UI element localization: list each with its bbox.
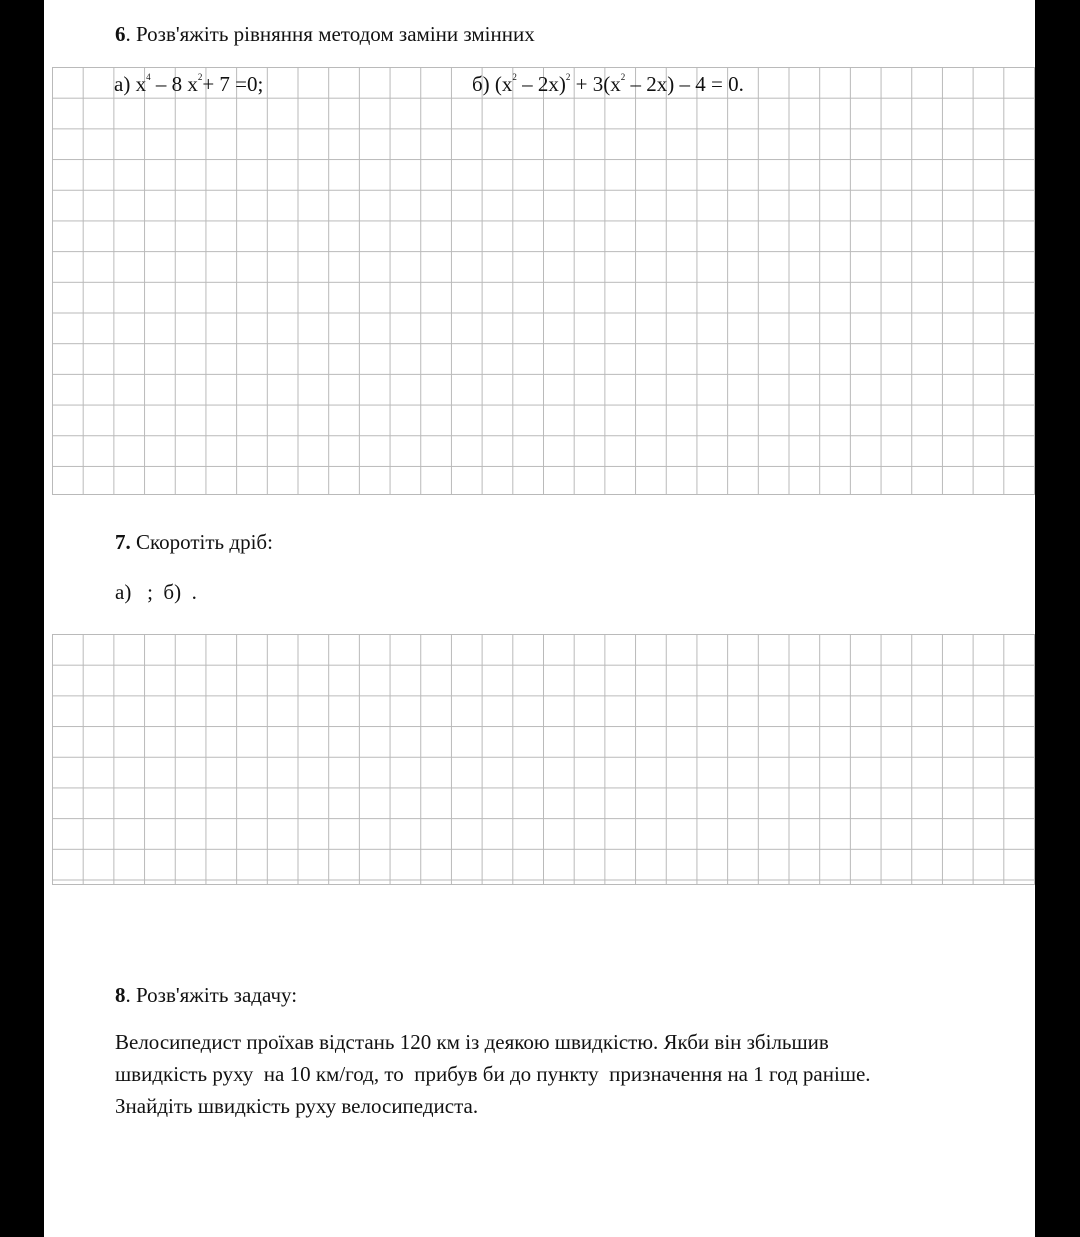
task6-title: . Розв'яжіть рівняння методом заміни змінних — [125, 22, 535, 46]
task6-heading — [115, 22, 535, 47]
task7-number: 7. — [115, 530, 131, 554]
task8-number: 8 — [115, 983, 126, 1007]
task8-heading — [115, 983, 297, 1008]
task7-fractions-line: а) ; б) . — [115, 580, 197, 604]
task8-title: . Розв'яжіть задачу: — [125, 983, 298, 1007]
task8-line-3: Знайдіть швидкість руху велосипедиста. — [115, 1094, 479, 1118]
task7-heading — [115, 530, 273, 555]
task6-equation-a: а) $x^4 - 8$ $x^2+ 7 =0$; — [114, 72, 264, 96]
task6-number: 6 — [115, 22, 126, 46]
worksheet-page — [44, 0, 1035, 1237]
task6-equation-b: б) $(x^2 - 2x)^2 + 3(x^2 - 2x) - 4 = 0$. — [472, 72, 744, 96]
task8-problem-text — [115, 1026, 871, 1122]
task8-line-1: Велосипедист проїхав відстань 120 км із деякою швидкістю. Якби він збільшив — [115, 1030, 829, 1054]
task7-answer-grid — [52, 634, 1035, 885]
task7-title: Скоротіть дріб: — [130, 530, 273, 554]
task6-answer-grid — [52, 67, 1035, 495]
task8-line-2: швидкість руху на 10 км/год, то прибув би до пункту призначення на 1 год раніше. — [115, 1062, 871, 1086]
